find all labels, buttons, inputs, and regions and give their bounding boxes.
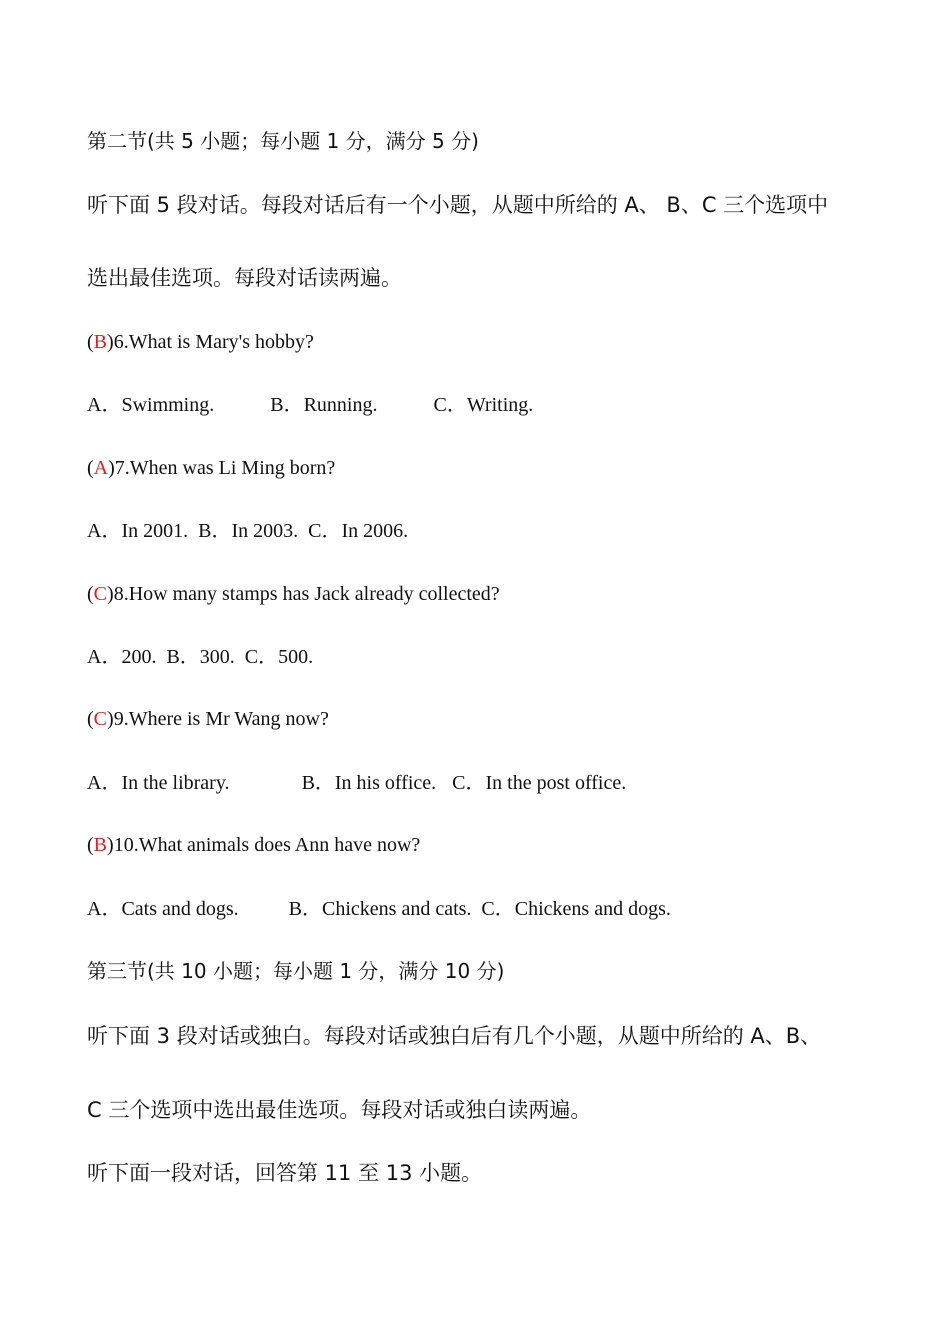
question-7: (A)7.When was Li Ming born? xyxy=(87,457,336,479)
option-c: C．Chickens and dogs. xyxy=(481,898,671,920)
option-b: B．Running. xyxy=(270,394,378,416)
answer-10: B xyxy=(93,834,108,856)
option-a: A．In 2001. xyxy=(87,520,189,542)
answer-8: C xyxy=(93,583,108,605)
option-b: B．Chickens and cats. xyxy=(288,898,472,920)
section2-heading: 第二节(共 5 小题；每小题 1 分，满分 5 分) xyxy=(87,129,479,153)
option-b: B．In 2003. xyxy=(198,520,299,542)
option-c: C．Writing. xyxy=(433,394,534,416)
question-10: (B)10.What animals does Ann have now? xyxy=(87,834,421,856)
question-text: When was Li Ming born? xyxy=(129,457,336,479)
option-b: B．300. xyxy=(166,646,235,668)
section3-heading: 第三节(共 10 小题；每小题 1 分，满分 10 分) xyxy=(87,959,505,983)
option-a: A．In the library. xyxy=(87,772,230,794)
question-text: What is Mary's hobby? xyxy=(128,331,314,353)
section3-instruction-line2: C 三个选项中选出最佳选项。每段对话或独白读两遍。 xyxy=(87,1098,592,1122)
question-text: Where is Mr Wang now? xyxy=(128,708,329,730)
options-10 xyxy=(87,896,671,922)
question-9: (C)9.Where is Mr Wang now? xyxy=(87,708,329,730)
options-7 xyxy=(87,518,408,544)
section3-instruction-line1: 听下面 3 段对话或独白。每段对话或独白后有几个小题，从题中所给的 A、B、 xyxy=(87,1024,822,1048)
section2-instruction-line2: 选出最佳选项。每段对话读两遍。 xyxy=(87,266,402,290)
options-8 xyxy=(87,644,313,670)
option-a: A．Cats and dogs. xyxy=(87,898,239,920)
option-c: C．In the post office. xyxy=(452,772,627,794)
question-6: (B)6.What is Mary's hobby? xyxy=(87,331,314,353)
answer-7: A xyxy=(93,457,109,479)
answer-6: B xyxy=(93,331,108,353)
option-c: C．In 2006. xyxy=(308,520,409,542)
options-6 xyxy=(87,392,533,418)
answer-9: C xyxy=(93,708,108,730)
question-number: 7 xyxy=(114,457,125,479)
question-text: What animals does Ann have now? xyxy=(138,834,421,856)
option-a: A．200. xyxy=(87,646,157,668)
question-number: 9 xyxy=(113,708,124,730)
options-9 xyxy=(87,770,626,796)
question-number: 8 xyxy=(113,583,124,605)
question-number: 10 xyxy=(113,834,134,856)
question-number: 6 xyxy=(113,331,124,353)
question-text: How many stamps has Jack already collected? xyxy=(128,583,500,605)
section2-instruction-line1: 听下面 5 段对话。每段对话后有一个小题，从题中所给的 A、 B、C 三个选项中 xyxy=(87,193,829,217)
option-c: C．500. xyxy=(244,646,314,668)
question-8: (C)8.How many stamps has Jack already collected? xyxy=(87,583,500,605)
section3-sub-instruction: 听下面一段对话，回答第 11 至 13 小题。 xyxy=(87,1161,483,1185)
option-b: B．In his office. xyxy=(301,772,437,794)
option-a: A．Swimming. xyxy=(87,394,215,416)
